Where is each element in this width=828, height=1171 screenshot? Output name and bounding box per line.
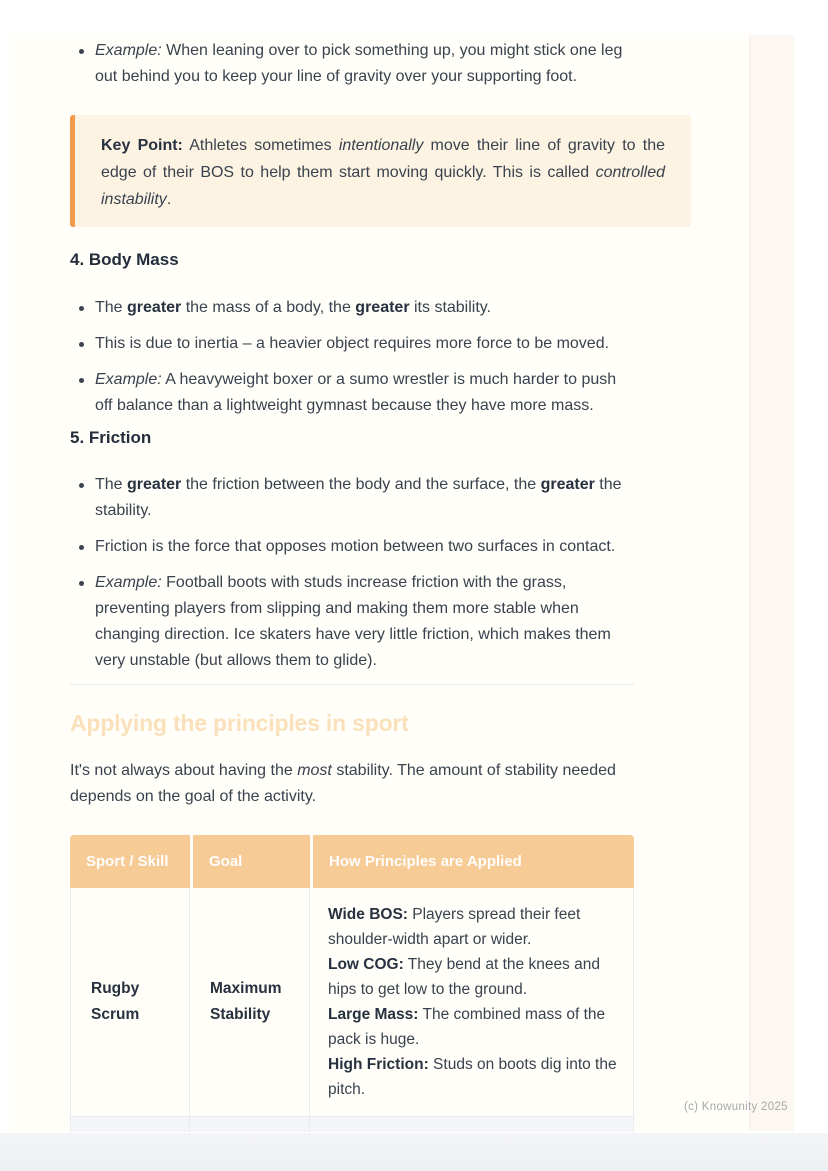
- intro-paragraph: It's not always about having the most stability. The amount of stability needed depends on the goal of the activity.: [70, 762, 616, 805]
- header-sport-skill: Sport / Skill: [70, 835, 190, 888]
- how-line: Wide BOS: Players spread their feet shoulder-width apart or wider.: [328, 906, 581, 948]
- header-how-applied: How Principles are Applied: [310, 835, 634, 888]
- page-title-applying: Applying the principles in sport: [70, 710, 409, 736]
- section-heading-body-mass: 4. Body Mass: [70, 250, 179, 269]
- key-point-text: Key Point: Athletes sometimes intentionally move their line of gravity to the edge of their BOS to help them start moving quickly. This is called controlled instability.: [101, 137, 665, 208]
- copyright-watermark: (c) Knowunity 2025: [684, 1101, 788, 1113]
- list-item: Example: Football boots with studs increase friction with the grass, preventing players from slipping and making them more stable when changing direction. Ice skaters have very little friction, which makes them very unstable (but allows them to glide).: [70, 570, 634, 674]
- table-row-partial: [70, 1117, 634, 1132]
- list-item: This is due to inertia – a heavier object requires more force to be moved.: [70, 331, 634, 357]
- how-line: Large Mass: The combined mass of the pack is huge.: [328, 1006, 606, 1048]
- principles-table-wrap: [70, 835, 634, 1132]
- how-line: High Friction: Studs on boots dig into the pitch.: [328, 1056, 617, 1098]
- cell-sport: Rugby Scrum: [70, 888, 190, 1117]
- adjacent-page-edge: [749, 35, 794, 1131]
- list-item: Friction is the force that opposes motion between two surfaces in contact.: [70, 534, 634, 560]
- section-heading-friction: 5. Friction: [70, 428, 152, 447]
- body-mass-list: [70, 295, 634, 429]
- how-line: Low COG: They bend at the knees and hips to get low to the ground.: [328, 956, 600, 998]
- cell-how: [310, 888, 634, 1117]
- table-header-row: [70, 835, 634, 888]
- principles-table: [70, 835, 634, 1132]
- list-item: The greater the mass of a body, the greater its stability.: [70, 295, 634, 321]
- friction-list: [70, 472, 634, 684]
- table-row: [70, 888, 634, 1117]
- header-goal: Goal: [190, 835, 310, 888]
- list-item: The greater the friction between the body and the surface, the greater the stability.: [70, 472, 634, 524]
- page-bottom-fade: [0, 1133, 828, 1171]
- key-point-callout: [70, 115, 691, 227]
- cell-goal: Maximum Stability: [190, 888, 310, 1117]
- list-item: Example: When leaning over to pick something up, you might stick one leg out behind you to keep your line of gravity over your supporting foot.: [70, 38, 634, 90]
- list-item: Example: A heavyweight boxer or a sumo wrestler is much harder to push off balance than a lightweight gymnast because they have more mass.: [70, 367, 634, 419]
- section-divider: [70, 684, 634, 685]
- example-bullet-block: [70, 38, 634, 100]
